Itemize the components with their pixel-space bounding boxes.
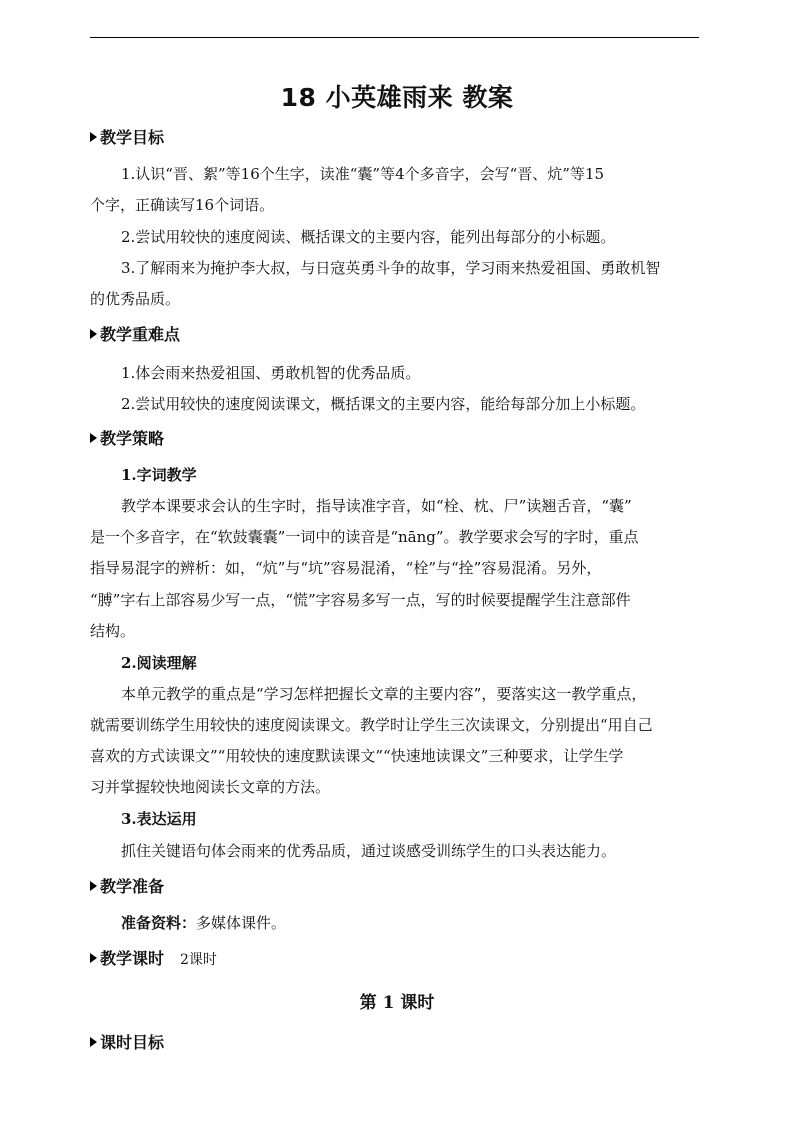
strategy-1-line-4: “膊”字右上部容易少写一点，“慌”字容易多写一点，写的时候要提醒学生注意部件 [90,591,631,609]
key-points-line-2: 2.尝试用较快的速度阅读课文，概括课文的主要内容，能给每部分加上小标题。 [121,395,646,413]
section-heading-lesson-goals: 课时目标 [90,1032,164,1054]
preparation-line [121,912,286,934]
strategy-1-line-3: 指导易混字的辨析：如，“炕”与“坑”容易混淆，“栓”与“拴”容易混淆。另外， [90,559,602,577]
section-heading-strategy: 教学策略 [90,428,164,450]
triangle-bullet-icon [90,953,97,963]
strategy-1-line-1: 教学本课要求会认的生字时，指导读准字音，如“栓、枕、尸”读翘舌音，“囊” [121,497,632,515]
goals-line-1: 1.认识“晋、絮”等16个生字，读准“囊”等4个多音字，会写“晋、炕”等15 [121,165,605,183]
strategy-3-line-1: 抓住关键语句体会雨来的优秀品质，通过谈感受训练学生的口头表达能力。 [121,842,617,860]
goals-line-2: 个字，正确读写16个词语。 [90,196,275,214]
goals-line-3: 2.尝试用较快的速度阅读、概括课文的主要内容，能列出每部分的小标题。 [121,228,616,246]
triangle-bullet-icon [90,1037,97,1047]
hours-value: 2课时 [180,952,217,968]
strategy-1-line-2: 是一个多音字，在“软鼓囊囊”一词中的读音是“nāng”。教学要求会写的字时，重点 [90,528,639,546]
strategy-sub-heading-1: 1.字词教学 [121,466,197,484]
strategy-2-line-2: 就需要训练学生用较快的速度阅读课文。教学时让学生三次读课文，分别提出“用自己 [90,716,653,734]
strategy-2-line-4: 习并掌握较快地阅读长文章的方法。 [90,778,331,796]
section-heading-goals: 教学目标 [90,127,164,149]
strategy-2-line-1: 本单元教学的重点是“学习怎样把握长文章的主要内容”，要落实这一教学重点， [121,685,647,703]
header-rule [90,37,699,38]
goals-line-5: 的优秀品质。 [90,290,181,308]
preparation-label: 准备资料： [121,914,197,932]
strategy-sub-heading-3: 3.表达运用 [121,810,197,828]
triangle-bullet-icon [90,132,97,142]
goals-line-4: 3.了解雨来为掩护李大叔，与日寇英勇斗争的故事，学习雨来热爱祖国、勇敢机智 [121,259,661,277]
triangle-bullet-icon [90,881,97,891]
page-title: 18 小英雄雨来 教案 [280,83,514,112]
triangle-bullet-icon [90,329,97,339]
section-heading-preparation: 教学准备 [90,876,164,898]
strategy-2-line-3: 喜欢的方式读课文”“用较快的速度默读课文”“快速地读课文”三种要求，让学生学 [90,747,624,765]
section-heading-hours: 教学课时 2课时 [90,948,217,971]
strategy-sub-heading-2: 2.阅读理解 [121,654,197,672]
triangle-bullet-icon [90,433,97,443]
section-heading-key-points: 教学重难点 [90,324,180,346]
strategy-1-line-5: 结构。 [90,622,136,640]
lesson-title: 第 1 课时 [359,993,435,1013]
preparation-value: 多媒体课件。 [196,914,287,932]
key-points-line-1: 1.体会雨来热爱祖国、勇敢机智的优秀品质。 [121,364,421,382]
